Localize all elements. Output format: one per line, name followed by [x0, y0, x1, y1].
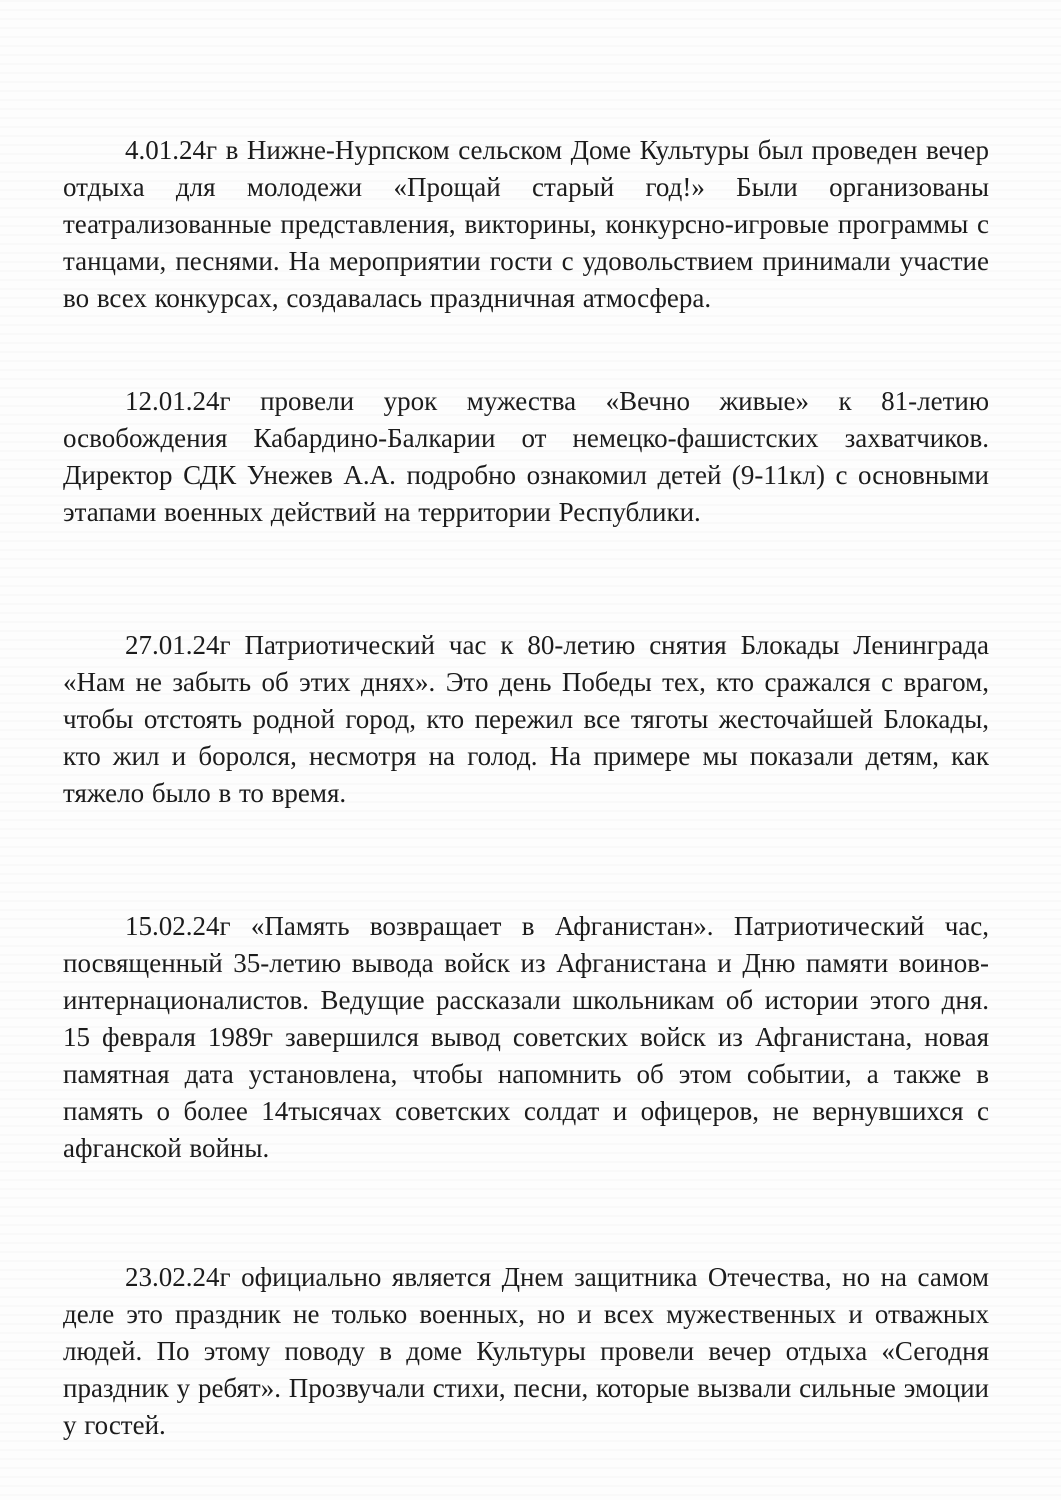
entry-date-2: 12.01.24г — [125, 386, 231, 416]
report-entry-1 — [63, 132, 989, 317]
report-entry-5 — [63, 1259, 989, 1444]
entry-text-1: в Нижне-Нурпском сельском Доме Культуры был проведен вечер отдыха для молодежи «Прощай старый год!» Были организованы театрализованные представления, викторины, конкурсно-игровые программы с танцами, песнями. На мероприятии гости с удовольствием принимали участие во всех конкурсах, создавалась праздничная атмосфера. — [63, 135, 989, 313]
entry-text-3: Патриотический час к 80-летию снятия Блокады Ленинграда «Нам не забыть об этих днях». Это день Победы тех, кто сражался с врагом, чтобы отстоять родной город, кто пережил все тяготы жесточайшей Блокады, кто жил и боролся, несмотря на голод. На примере мы показали детям, как тяжело было в то время. — [63, 630, 989, 808]
report-entry-3 — [63, 627, 989, 812]
entry-text-4: «Память возвращает в Афганистан». Патриотический час, посвященный 35-летию вывода войск из Афганистана и Дню памяти воинов-интернационалистов. Ведущие рассказали школьникам об истории этого дня. 15 февраля 1989г завершился вывод советских войск из Афганистана, новая памятная дата установлена, чтобы напомнить об этом событии, а также в память о более 14тысячах советских солдат и офицеров, не вернувшихся с афганской войны. — [63, 911, 989, 1163]
entry-date-1: 4.01.24г — [125, 135, 218, 165]
report-entry-4 — [63, 908, 989, 1167]
entry-text-5: официально является Днем защитника Отечества, но на самом деле это праздник не только военных, но и всех мужественных и отважных людей. По этому поводу в доме Культуры провели вечер отдыха «Сегодня праздник у ребят». Прозвучали стихи, песни, которые вызвали сильные эмоции у гостей. — [63, 1262, 990, 1440]
entry-date-5: 23.02.24г — [125, 1262, 231, 1292]
entry-date-4: 15.02.24г — [125, 911, 231, 941]
report-entry-2 — [63, 383, 989, 531]
entry-text-2: провели урок мужества «Вечно живые» к 81-летию освобождения Кабардино-Балкарии от немецко-фашистских захватчиков. Директор СДК Унежев А.А. подробно ознакомил детей (9-11кл) с основными этапами военных действий на территории Республики. — [63, 386, 989, 527]
entry-date-3: 27.01.24г — [125, 630, 231, 660]
